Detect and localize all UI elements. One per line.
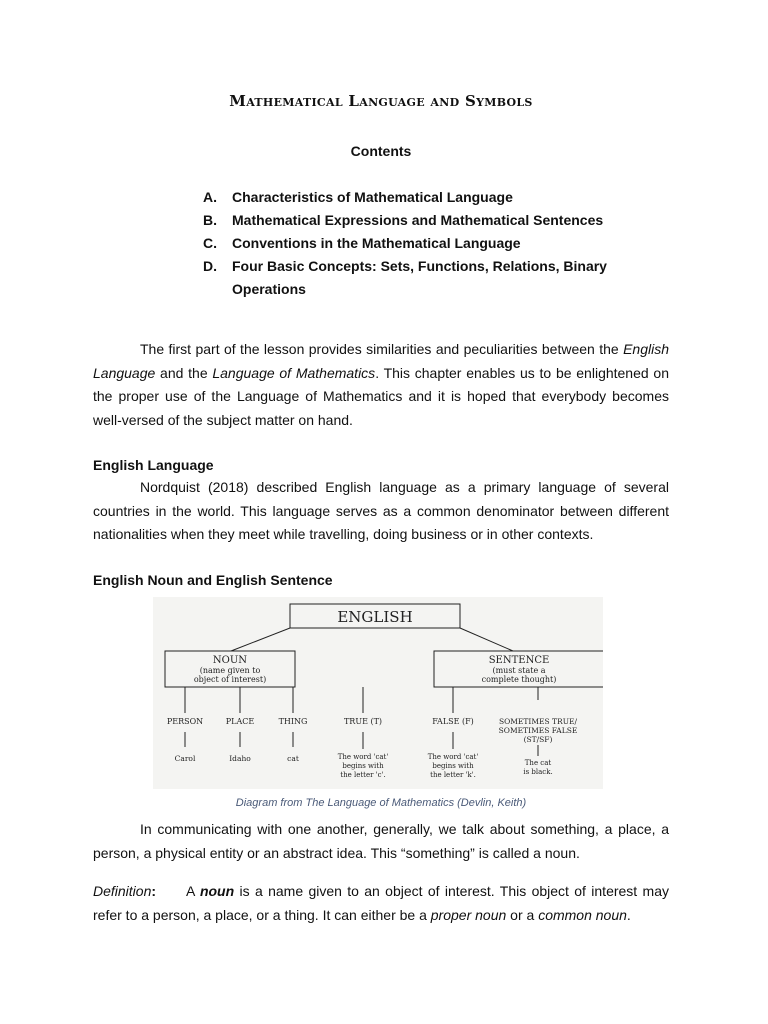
contents-heading: Contents — [350, 143, 412, 159]
definition-colon: : — [151, 883, 157, 899]
true-example: begins with — [342, 762, 384, 770]
definition-text: A — [186, 883, 200, 899]
sentence-box-title: SENTENCE — [488, 655, 550, 666]
definition-text: . — [626, 906, 631, 923]
english-language-heading: English Language — [93, 457, 214, 473]
document-title: Mathematical Language and Symbols — [229, 92, 533, 110]
intro-paragraph — [93, 338, 669, 432]
toc-text: Characteristics of Mathematical Language — [232, 189, 513, 205]
definition-text: or a — [506, 906, 539, 923]
intro-emphasis: English Language — [93, 341, 669, 381]
toc-letter: C. — [203, 235, 217, 251]
toc-text: Four Basic Concepts: Sets, Functions, Relations, Binary Operations — [232, 258, 607, 297]
definition-paragraph — [93, 880, 669, 927]
intro-text: and the — [155, 364, 213, 381]
proper-noun-term: proper noun — [430, 906, 507, 923]
noun-box-title: NOUN — [212, 655, 248, 666]
sometimes-label: SOMETIMES TRUE/ — [498, 717, 578, 726]
definition-text: is a name given to an object of interest. This object of interest may refer to a person, a place, or a thing. It can either be a — [93, 883, 669, 923]
false-label: FALSE (F) — [432, 717, 474, 726]
table-of-contents — [203, 186, 663, 301]
true-example: the letter 'c'. — [340, 771, 386, 779]
true-example: The word 'cat' — [337, 753, 389, 761]
false-example: begins with — [432, 762, 474, 770]
thing-example: cat — [287, 754, 299, 763]
english-language-paragraph: Nordquist (2018) described English language as a primary language of several countries in the world. This language serves as a common denominator between different nationalities when they meet while travelling, doing business or in other contexts. — [93, 479, 669, 542]
toc-letter: A. — [203, 189, 217, 205]
sometimes-label: SOMETIMES FALSE — [498, 726, 578, 735]
toc-item — [203, 186, 663, 209]
person-label: PERSON — [166, 717, 204, 726]
connector-line — [231, 628, 290, 651]
intro-text: The first part of the lesson provides similarities and peculiarities between the — [140, 341, 624, 357]
person-example: Carol — [174, 754, 196, 763]
toc-item — [203, 255, 663, 301]
noun-box-desc: object of interest) — [193, 675, 267, 684]
english-diagram — [153, 597, 603, 789]
toc-text: Mathematical Expressions and Mathematical Sentences — [232, 212, 604, 228]
communicating-paragraph: In communicating with one another, generally, we talk about something, a place, a person, a physical entity or an abstract idea. This “something” is called a noun. — [93, 821, 669, 861]
place-example: Idaho — [229, 754, 251, 763]
noun-box-desc: (name given to — [199, 666, 261, 675]
toc-item — [203, 209, 663, 232]
english-root-label: ENGLISH — [337, 608, 413, 626]
true-label: TRUE (T) — [343, 717, 383, 726]
connector-line — [460, 628, 513, 651]
toc-text: Conventions in the Mathematical Language — [232, 235, 521, 251]
place-label: PLACE — [225, 717, 255, 726]
false-example: the letter 'k'. — [430, 771, 476, 779]
diagram-caption: Diagram from The Language of Mathematics (Devlin, Keith) — [235, 797, 527, 809]
sometimes-example: The cat — [524, 759, 552, 767]
sometimes-label: (ST/SF) — [523, 735, 553, 744]
sentence-box-desc: (must state a — [492, 666, 546, 675]
sometimes-example: is black. — [523, 768, 553, 776]
false-example: The word 'cat' — [427, 753, 479, 761]
common-noun-term: common noun — [538, 906, 627, 923]
noun-sentence-heading: English Noun and English Sentence — [93, 572, 333, 588]
toc-letter: D. — [203, 258, 217, 274]
english-diagram-svg — [153, 597, 603, 789]
definition-term: noun — [199, 883, 235, 899]
intro-emphasis: Language of Mathematics — [212, 364, 376, 381]
thing-label: THING — [278, 717, 308, 726]
sentence-box-desc: complete thought) — [481, 675, 557, 684]
toc-letter: B. — [203, 212, 217, 228]
definition-label: Definition — [93, 883, 152, 899]
intro-text: . This chapter enables us to be enlightened on the proper use of the Language of Mathematics and it is hoped that everybody becomes well-versed of the subject matter on hand. — [93, 364, 669, 428]
toc-item — [203, 232, 663, 255]
